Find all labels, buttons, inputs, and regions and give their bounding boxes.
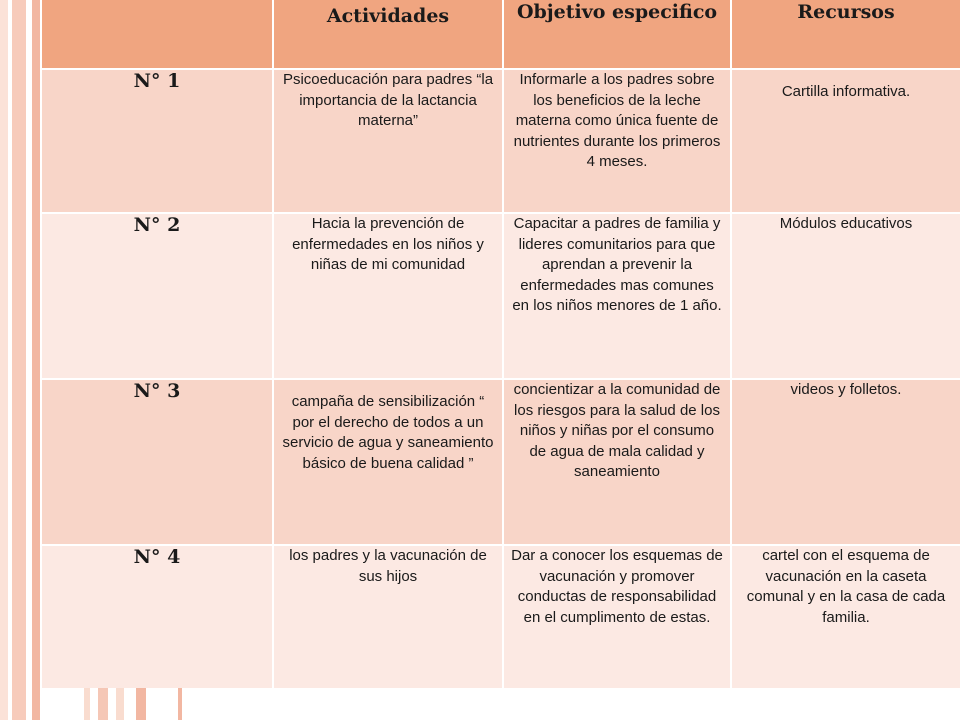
recursos-cell: Cartilla informativa. [731, 69, 960, 213]
activities-table [40, 0, 960, 694]
bottom-decor [40, 688, 960, 720]
recursos-cell: cartel con el esquema de vacunación en la caseta comunal y en la casa de cada familia. [731, 545, 960, 693]
table-header-row [41, 0, 960, 69]
recursos-cell: Módulos educativos [731, 213, 960, 379]
decor-stripe [12, 0, 26, 720]
header-actividades: Actividades [273, 0, 503, 69]
row-number: N° 2 [41, 213, 273, 379]
decor-stripe [0, 0, 8, 720]
row-number: N° 3 [41, 379, 273, 545]
actividad-cell: los padres y la vacunación de sus hijos [273, 545, 503, 693]
header-empty [41, 0, 273, 69]
row-number: N° 1 [41, 69, 273, 213]
table-row [41, 545, 960, 693]
objetivo-cell: Dar a conocer los esquemas de vacunación y promover conductas de responsabilidad en el cumplimento de estas. [503, 545, 731, 693]
row-number: N° 4 [41, 545, 273, 693]
actividad-cell: Psicoeducación para padres “la importancia de la lactancia materna” [273, 69, 503, 213]
table-row [41, 69, 960, 213]
header-recursos: Recursos [731, 0, 960, 69]
actividad-cell: campaña de sensibilización “ por el derecho de todos a un servicio de agua y saneamiento básico de buena calidad ” [273, 379, 503, 545]
objetivo-cell: concientizar a la comunidad de los riesgos para la salud de los niños y niñas por el consumo de agua de mala calidad y saneamiento [503, 379, 731, 545]
table-row [41, 213, 960, 379]
actividad-cell: Hacia la prevención de enfermedades en los niños y niñas de mi comunidad [273, 213, 503, 379]
header-objetivo: Objetivo especifico [503, 0, 731, 69]
objetivo-cell: Informarle a los padres sobre los beneficios de la leche materna como única fuente de nutrientes durante los primeros 4 meses. [503, 69, 731, 213]
decor-stripe [32, 0, 40, 720]
table-row [41, 379, 960, 545]
objetivo-cell: Capacitar a padres de familia y lideres comunitarios para que aprendan a prevenir la enfermedades mas comunes en los niños menores de 1 año. [503, 213, 731, 379]
recursos-cell: videos y folletos. [731, 379, 960, 545]
